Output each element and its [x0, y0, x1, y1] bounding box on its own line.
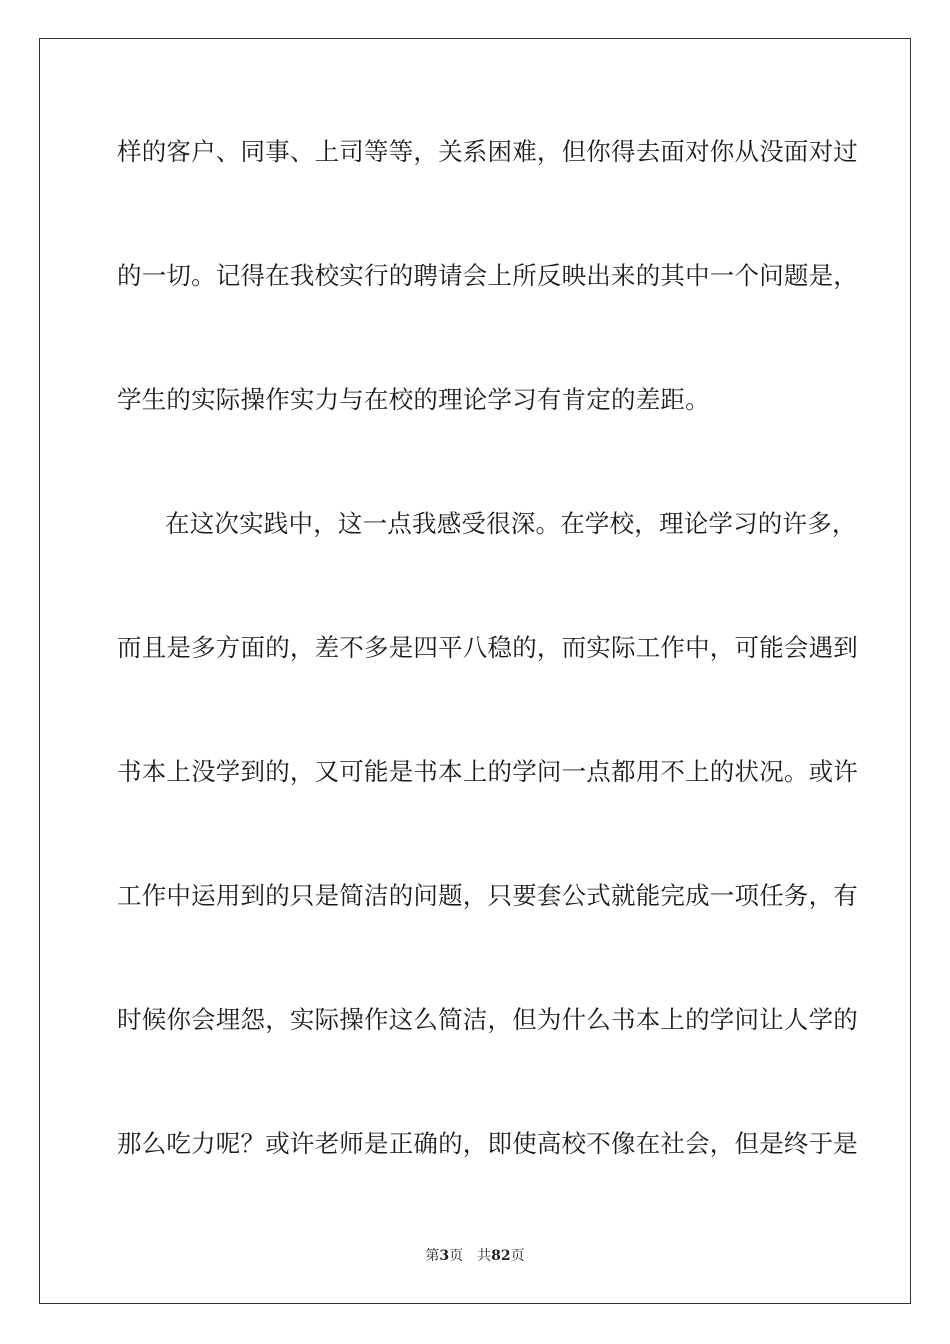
body-text-line-5: 而且是多方面的，差不多是四平八稳的，而实际工作中，可能会遇到 — [117, 633, 858, 662]
page-footer — [0, 1247, 950, 1265]
body-text-line-7: 工作中运用到的只是简洁的问题，只要套公式就能完成一项任务，有 — [117, 881, 858, 910]
body-text-line-9: 那么吃力呢？或许老师是正确的，即使高校不像在社会，但是终于是 — [117, 1129, 858, 1158]
total-suffix: 页 — [510, 1248, 525, 1264]
body-text-line-1: 样的客户、同事、上司等等，关系困难，但你得去面对你从没面对过 — [117, 137, 858, 166]
page-suffix: 页 — [449, 1248, 464, 1264]
page-number: 3 — [439, 1248, 450, 1264]
total-pages: 82 — [491, 1248, 511, 1264]
page-prefix: 第 — [425, 1248, 440, 1264]
page-border — [39, 38, 911, 1304]
body-text-line-2: 的一切。记得在我校实行的聘请会上所反映出来的其中一个问题是， — [117, 261, 858, 290]
body-text-line-3: 学生的实际操作实力与在校的理论学习有肯定的差距。 — [117, 385, 710, 414]
total-prefix: 共 — [477, 1248, 492, 1264]
body-text-line-8: 时候你会埋怨，实际操作这么简洁，但为什么书本上的学问让人学的 — [117, 1005, 858, 1034]
body-text-line-4: 在这次实践中，这一点我感受很深。在学校，理论学习的许多， — [165, 509, 857, 538]
body-text-line-6: 书本上没学到的，又可能是书本上的学问一点都用不上的状况。或许 — [117, 757, 858, 786]
